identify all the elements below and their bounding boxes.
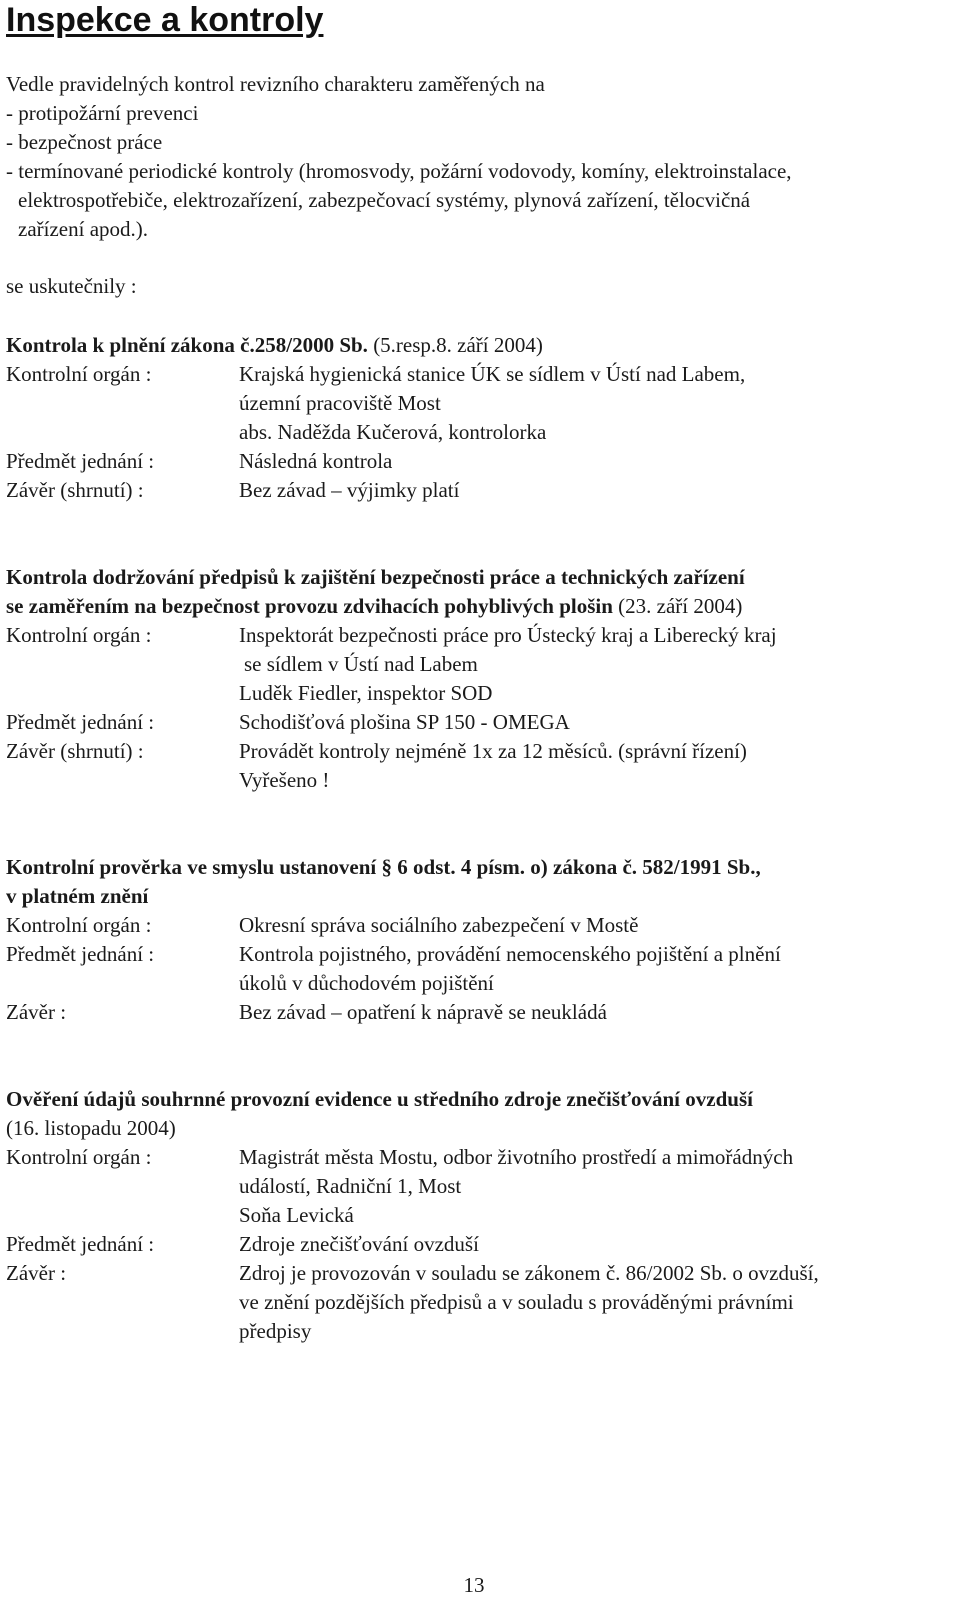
section-work-safety: [6, 563, 946, 795]
subject-value: Následná kontrola: [239, 449, 393, 473]
conclusion-value: Bez závad – výjimky platí: [239, 478, 460, 502]
conclusion-value: předpisy: [239, 1319, 312, 1343]
subject-value: Kontrola pojistného, provádění nemocenského pojištění a plnění: [239, 942, 781, 966]
intro-bullet-periodic: - termínované periodické kontroly (hromosvody, požární vodovody, komíny, elektroinstalace,: [6, 159, 792, 183]
section-heading-date: (16. listopadu 2004): [6, 1116, 176, 1140]
section-heading: Ověření údajů souhrnné provozní evidence u středního zdroje znečišťování ovzduší: [6, 1087, 753, 1111]
section-heading-cont: [6, 592, 946, 621]
subject-value: Zdroje znečišťování ovzduší: [239, 1232, 479, 1256]
organ-label: Kontrolní orgán :: [6, 1145, 152, 1169]
organ-value: Okresní správa sociálního zabezpečení v Mostě: [239, 913, 639, 937]
conclusion-row-cont: [6, 766, 946, 795]
conclusion-label: Závěr (shrnutí) :: [6, 478, 144, 502]
subject-label: Předmět jednání :: [6, 710, 155, 734]
conclusion-row: [6, 998, 946, 1027]
organ-value: Luděk Fiedler, inspektor SOD: [239, 681, 493, 705]
organ-value: abs. Naděžda Kučerová, kontrolorka: [239, 420, 547, 444]
organ-row-cont: [6, 389, 946, 418]
organ-label: Kontrolní orgán :: [6, 623, 152, 647]
page-number: 13: [463, 1573, 485, 1597]
organ-row: [6, 911, 946, 940]
organ-row: [6, 1143, 946, 1172]
subject-label: Předmět jednání :: [6, 449, 155, 473]
conclusion-label: Závěr (shrnutí) :: [6, 739, 144, 763]
organ-row-cont: [6, 650, 946, 679]
section-air-quality: [6, 1085, 946, 1346]
conclusion-row-cont: [6, 1288, 946, 1317]
conclusion-value: Provádět kontroly nejméně 1x za 12 měsíců. (správní řízení): [239, 739, 747, 763]
intro-line: Vedle pravidelných kontrol revizního charakteru zaměřených na: [6, 72, 545, 96]
conclusion-value: Bez závad – opatření k nápravě se neukládá: [239, 1000, 607, 1024]
subject-row: [6, 1230, 946, 1259]
organ-row: [6, 621, 946, 650]
intro-closing: se uskutečnily :: [6, 274, 137, 298]
organ-label: Kontrolní orgán :: [6, 362, 152, 386]
subject-row: [6, 708, 946, 737]
section-heading: Kontrolní prověrka ve smyslu ustanovení § 6 odst. 4 písm. o) zákona č. 582/1991 Sb.,: [6, 855, 761, 879]
subject-row-cont: [6, 969, 946, 998]
conclusion-row: [6, 476, 946, 505]
subject-label: Předmět jednání :: [6, 1232, 155, 1256]
intro-bullet-safety: - bezpečnost práce: [6, 130, 163, 154]
conclusion-row: [6, 737, 946, 766]
section-heading-bold: Kontrola k plnění zákona č.258/2000 Sb.: [6, 333, 368, 357]
subject-value: Schodišťová plošina SP 150 - OMEGA: [239, 710, 570, 734]
conclusion-label: Závěr :: [6, 1000, 67, 1024]
organ-value: událostí, Radniční 1, Most: [239, 1174, 462, 1198]
section-hygiene: [6, 331, 946, 505]
subject-value: úkolů v důchodovém pojištění: [239, 971, 494, 995]
organ-row-cont: [6, 1172, 946, 1201]
section-social-security: [6, 853, 946, 1027]
section-heading: [6, 331, 946, 360]
organ-value: Inspektorát bezpečnosti práce pro Ústecký kraj a Liberecký kraj: [239, 623, 777, 647]
subject-row: [6, 940, 946, 969]
section-heading-cont: v platném znění: [6, 884, 149, 908]
subject-label: Předmět jednání :: [6, 942, 155, 966]
organ-row-cont: [6, 1201, 946, 1230]
section-heading-bold: se zaměřením na bezpečnost provozu zdvihacích pohyblivých plošin: [6, 594, 613, 618]
organ-value: Magistrát města Mostu, odbor životního prostředí a mimořádných: [239, 1145, 794, 1169]
section-heading-date: (23. září 2004): [612, 594, 743, 618]
organ-value: územní pracoviště Most: [239, 391, 441, 415]
conclusion-value: Zdroj je provozován v souladu se zákonem č. 86/2002 Sb. o ovzduší,: [239, 1261, 819, 1285]
organ-row-cont: [6, 679, 946, 708]
subject-row: [6, 447, 946, 476]
conclusion-value: Vyřešeno !: [239, 768, 330, 792]
section-heading-date: (5.resp.8. září 2004): [367, 333, 543, 357]
intro-bullet-fire: - protipožární prevenci: [6, 101, 199, 125]
conclusion-value: ve znění pozdějších předpisů a v souladu s prováděnými právními: [239, 1290, 794, 1314]
intro-block: [6, 70, 946, 244]
organ-value: Soňa Levická: [239, 1203, 354, 1227]
intro-bullet-periodic-cont: zařízení apod.).: [18, 217, 149, 241]
organ-value: Krajská hygienická stanice ÚK se sídlem v Ústí nad Labem,: [239, 362, 746, 386]
organ-row: [6, 360, 946, 389]
organ-label: Kontrolní orgán :: [6, 913, 152, 937]
section-heading: Kontrola dodržování předpisů k zajištění bezpečnosti práce a technických zařízení: [6, 565, 745, 589]
intro-bullet-periodic-cont: elektrospotřebiče, elektrozařízení, zabezpečovací systémy, plynová zařízení, tělocvičná: [18, 188, 751, 212]
conclusion-row-cont: [6, 1317, 946, 1346]
organ-value: se sídlem v Ústí nad Labem: [244, 652, 478, 676]
conclusion-row: [6, 1259, 946, 1288]
conclusion-label: Závěr :: [6, 1261, 67, 1285]
page-title: Inspekce a kontroly: [6, 1, 324, 39]
organ-row-cont: [6, 418, 946, 447]
